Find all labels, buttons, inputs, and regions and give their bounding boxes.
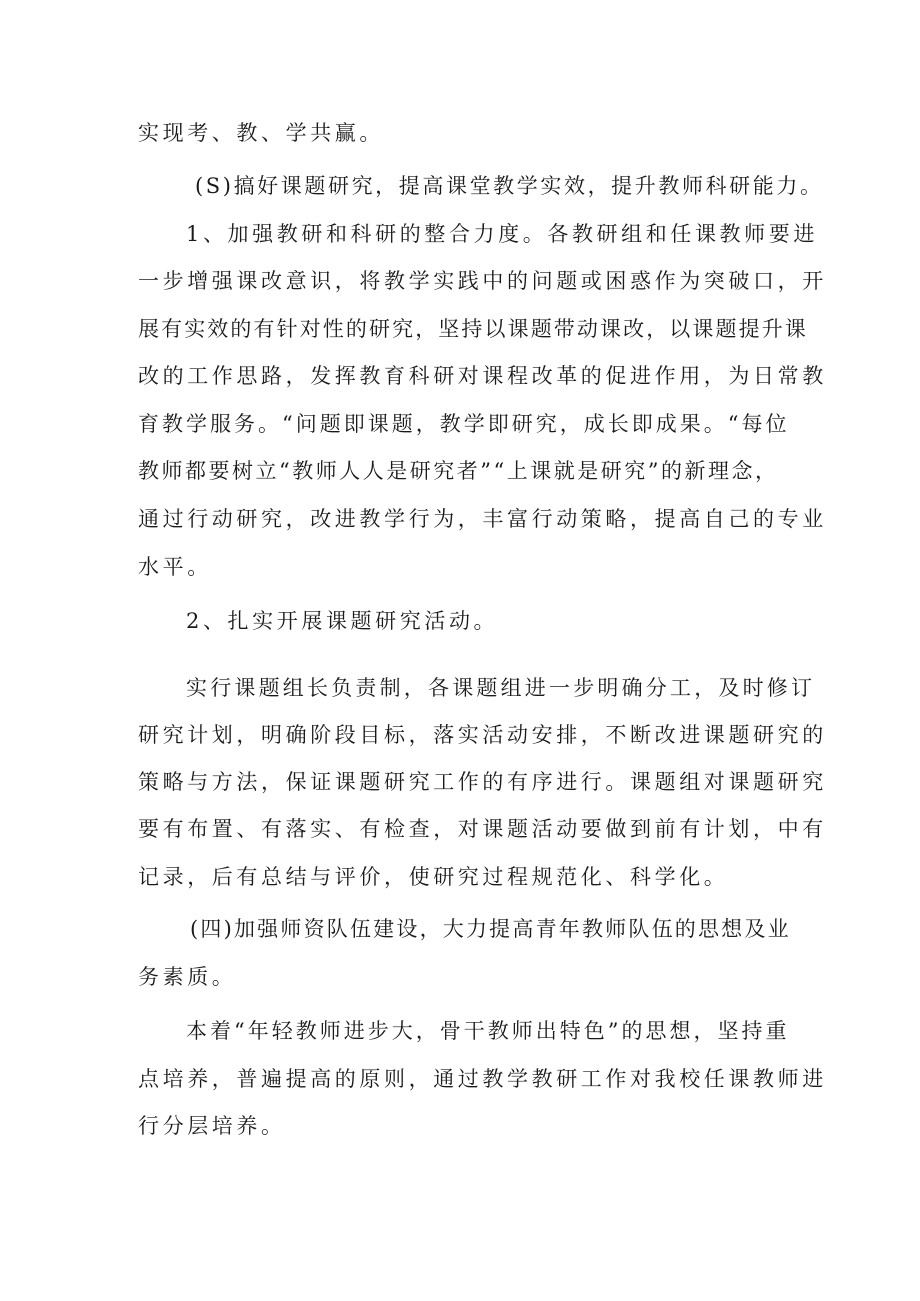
text-line: 水平。 bbox=[138, 555, 212, 579]
text-line: 务素质。 bbox=[138, 965, 237, 989]
text-line: 行分层培养。 bbox=[138, 1114, 286, 1138]
text-line: 改的工作思路，发挥教育科研对课程改革的促进作用，为日常教 bbox=[138, 364, 827, 388]
text-line: 要有布置、有落实、有检查，对课题活动要做到前有计划，中有 bbox=[138, 817, 827, 841]
text-line: 实现考、教、学共赢。 bbox=[138, 121, 384, 145]
text-line: 育教学服务。“问题即课题，教学即研究，成长即成果。“每位 bbox=[138, 412, 790, 436]
text-line: 展有实效的有针对性的研究，坚持以课题带动课改，以课题提升课 bbox=[138, 317, 808, 341]
text-line: 点培养，普遍提高的原则，通过教学教研工作对我校任课教师进 bbox=[138, 1067, 827, 1091]
text-line: 研究计划，明确阶段目标，落实活动安排，不断改进课题研究的 bbox=[138, 723, 827, 747]
text-line: 实行课题组长负责制，各课题组进一步明确分工，及时修订 bbox=[186, 676, 816, 700]
text-line: 本着“年轻教师进步大，骨干教师出特色”的思想，坚持重 bbox=[186, 1019, 790, 1043]
subsection-heading: 2、扎实开展课题研究活动。 bbox=[186, 609, 499, 633]
section-heading: (四)加强师资队伍建设，大力提高青年教师队伍的思想及业 bbox=[190, 917, 791, 941]
text-line: 记录，后有总结与评价，使研究过程规范化、科学化。 bbox=[138, 865, 729, 889]
text-line: 教师都要树立“教师人人是研究者”“上课就是研究”的新理念， bbox=[138, 459, 779, 483]
text-line: 通过行动研究，改进教学行为，丰富行动策略，提高自己的专业 bbox=[138, 507, 827, 531]
text-line: 一步增强课改意识，将教学实践中的问题或困惑作为突破口，开 bbox=[138, 269, 827, 293]
text-line: 策略与方法，保证课题研究工作的有序进行。课题组对课题研究 bbox=[138, 770, 827, 794]
section-heading: (S)搞好课题研究，提高课堂教学实效，提升教师科研能力。 bbox=[195, 174, 824, 198]
subsection-heading: 1、加强教研和科研的整合力度。各教研组和任课教师要进 bbox=[186, 222, 818, 246]
